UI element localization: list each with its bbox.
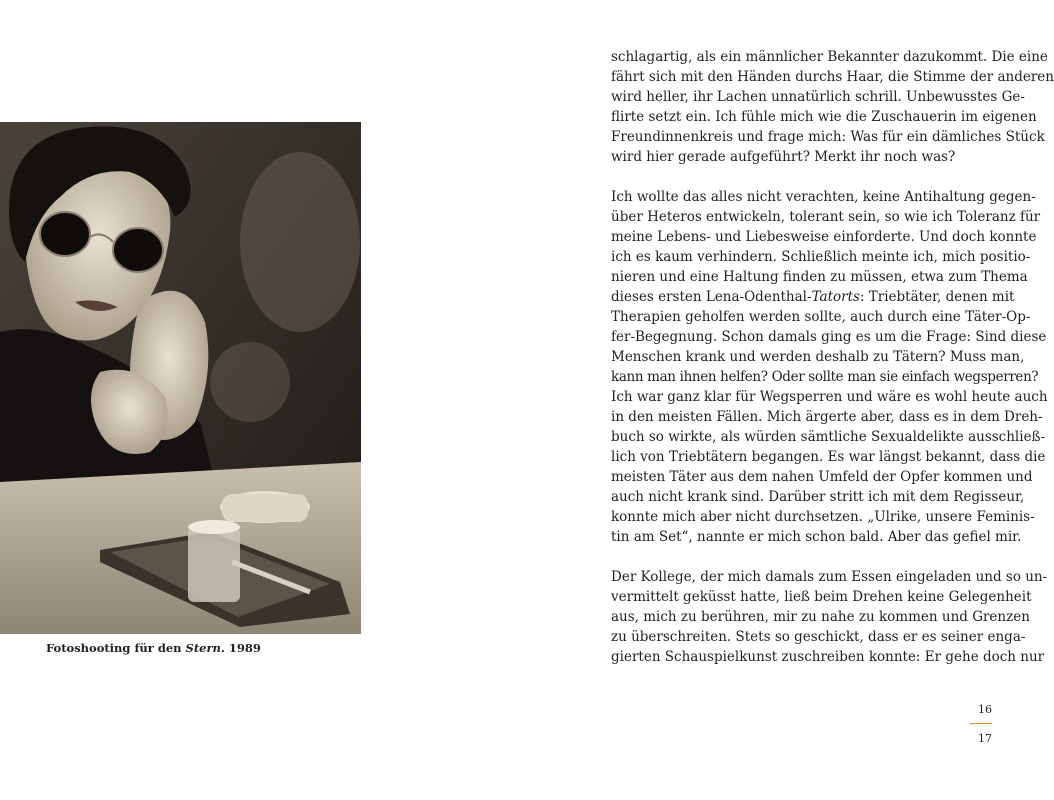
text-line: [611, 427, 1046, 447]
text-segment: kann man ihnen helfen? Oder sollte man sie einfach wegsperren?: [611, 369, 1039, 385]
text-line: [611, 247, 1031, 267]
text-line: [611, 367, 1039, 387]
text-segment: Freundinnenkreis und frage mich: Was für ein dämliches Stück: [611, 129, 1045, 145]
text-line: [611, 87, 1025, 107]
text-segment: Menschen krank und werden deshalb zu Tätern? Muss man,: [611, 349, 1025, 365]
text-segment: über Heteros entwickeln, tolerant sein, so wie ich Toleranz für: [611, 209, 1041, 225]
text-segment: flirte setzt ein. Ich fühle mich wie die Zuschauerin im eigenen: [611, 109, 1037, 125]
text-segment: fährt sich mit den Händen durchs Haar, die Stimme der anderen: [611, 69, 1054, 85]
text-segment: ich es kaum verhindern. Schließlich meinte ich, mich positio-: [611, 249, 1031, 265]
text-segment: Der Kollege, der mich damals zum Essen eingeladen und so un-: [611, 569, 1048, 585]
text-segment: lich von Triebtätern begangen. Es war längst bekannt, dass die: [611, 449, 1046, 465]
caption-suffix: . 1989: [220, 641, 261, 655]
text-segment: aus, mich zu berühren, mir zu nahe zu kommen und Grenzen: [611, 609, 1030, 625]
text-line: [611, 387, 1048, 407]
text-line: [611, 127, 1045, 147]
text-segment: meisten Täter aus dem nahen Umfeld der Opfer kommen und: [611, 469, 1033, 485]
text-segment: konnte mich aber nicht durchsetzen. „Ulrike, unsere Feminis-: [611, 509, 1035, 525]
portrait-photo: [0, 122, 361, 634]
text-line: [611, 567, 1048, 587]
text-line: [611, 647, 1045, 667]
text-segment: Ich war ganz klar für Wegsperren und wäre es wohl heute auch: [611, 389, 1048, 405]
text-line: [611, 607, 1030, 627]
text-line: [611, 487, 1025, 507]
text-line: [611, 507, 1035, 527]
photo-caption: [46, 641, 261, 655]
text-segment: Ich wollte das alles nicht verachten, keine Antihaltung gegen-: [611, 189, 1036, 205]
text-segment: wird hier gerade aufgeführt? Merkt ihr noch was?: [611, 149, 956, 165]
page-numbers: [962, 703, 992, 745]
text-segment: vermittelt geküsst hatte, ließ beim Drehen keine Gelegenheit: [611, 589, 1032, 605]
text-line: [611, 587, 1032, 607]
text-line: [611, 447, 1046, 467]
text-segment: zu überschreiten. Stets so geschickt, dass er es seiner enga-: [611, 629, 1026, 645]
text-line: [611, 627, 1026, 647]
text-segment: gierten Schauspielkunst zuschreiben konnte: Er gehe doch nur: [611, 649, 1045, 665]
text-line: [611, 47, 1048, 67]
text-line: [611, 307, 1031, 327]
text-segment: Therapien geholfen werden sollte, auch durch eine Täter-Op-: [611, 309, 1031, 325]
text-segment: dieses ersten Lena-Odenthal-: [611, 289, 812, 305]
text-segment: in den meisten Fällen. Mich ärgerte aber, dass es in dem Dreh-: [611, 409, 1043, 425]
paragraph-gap: [611, 547, 992, 567]
text-segment: schlagartig, als ein männlicher Bekannter dazukommt. Die eine: [611, 49, 1048, 65]
text-line: [611, 107, 1037, 127]
page-number-right: 17: [978, 732, 992, 745]
text-segment: fer-Begegnung. Schon damals ging es um die Frage: Sind diese: [611, 329, 1047, 345]
text-line: [611, 327, 1047, 347]
text-line: [611, 287, 1015, 307]
text-segment: meine Lebens- und Liebesweise einforderte. Und doch konnte: [611, 229, 1037, 245]
text-line: [611, 347, 1025, 367]
text-line: [611, 147, 992, 167]
paragraph-gap: [611, 167, 992, 187]
text-line: [611, 187, 1036, 207]
text-line: [611, 407, 1043, 427]
page-number-divider: [970, 723, 992, 724]
italic-text: Tatorts: [811, 289, 860, 305]
text-segment: tin am Set“, nannte er mich schon bald. Aber das gefiel mir.: [611, 529, 1022, 545]
text-line: [611, 267, 1028, 287]
body-text: [611, 47, 1054, 667]
page-number-left: 16: [978, 703, 992, 716]
text-segment: wird heller, ihr Lachen unnatürlich schrill. Unbewusstes Ge-: [611, 89, 1025, 105]
text-line: [611, 227, 1037, 247]
text-segment: nieren und eine Haltung finden zu müssen, etwa zum Thema: [611, 269, 1028, 285]
text-line: [611, 207, 1041, 227]
text-line: [611, 467, 1033, 487]
text-line: [611, 67, 1054, 87]
text-line: [611, 527, 1022, 547]
text-segment: : Triebtäter, denen mit: [859, 289, 1015, 305]
text-segment: auch nicht krank sind. Darüber stritt ich mit dem Regisseur,: [611, 489, 1025, 505]
caption-magazine: Stern: [185, 641, 221, 655]
caption-prefix: Fotoshooting für den: [46, 641, 186, 655]
text-segment: buch so wirkte, als würden sämtliche Sexualdelikte ausschließ-: [611, 429, 1046, 445]
